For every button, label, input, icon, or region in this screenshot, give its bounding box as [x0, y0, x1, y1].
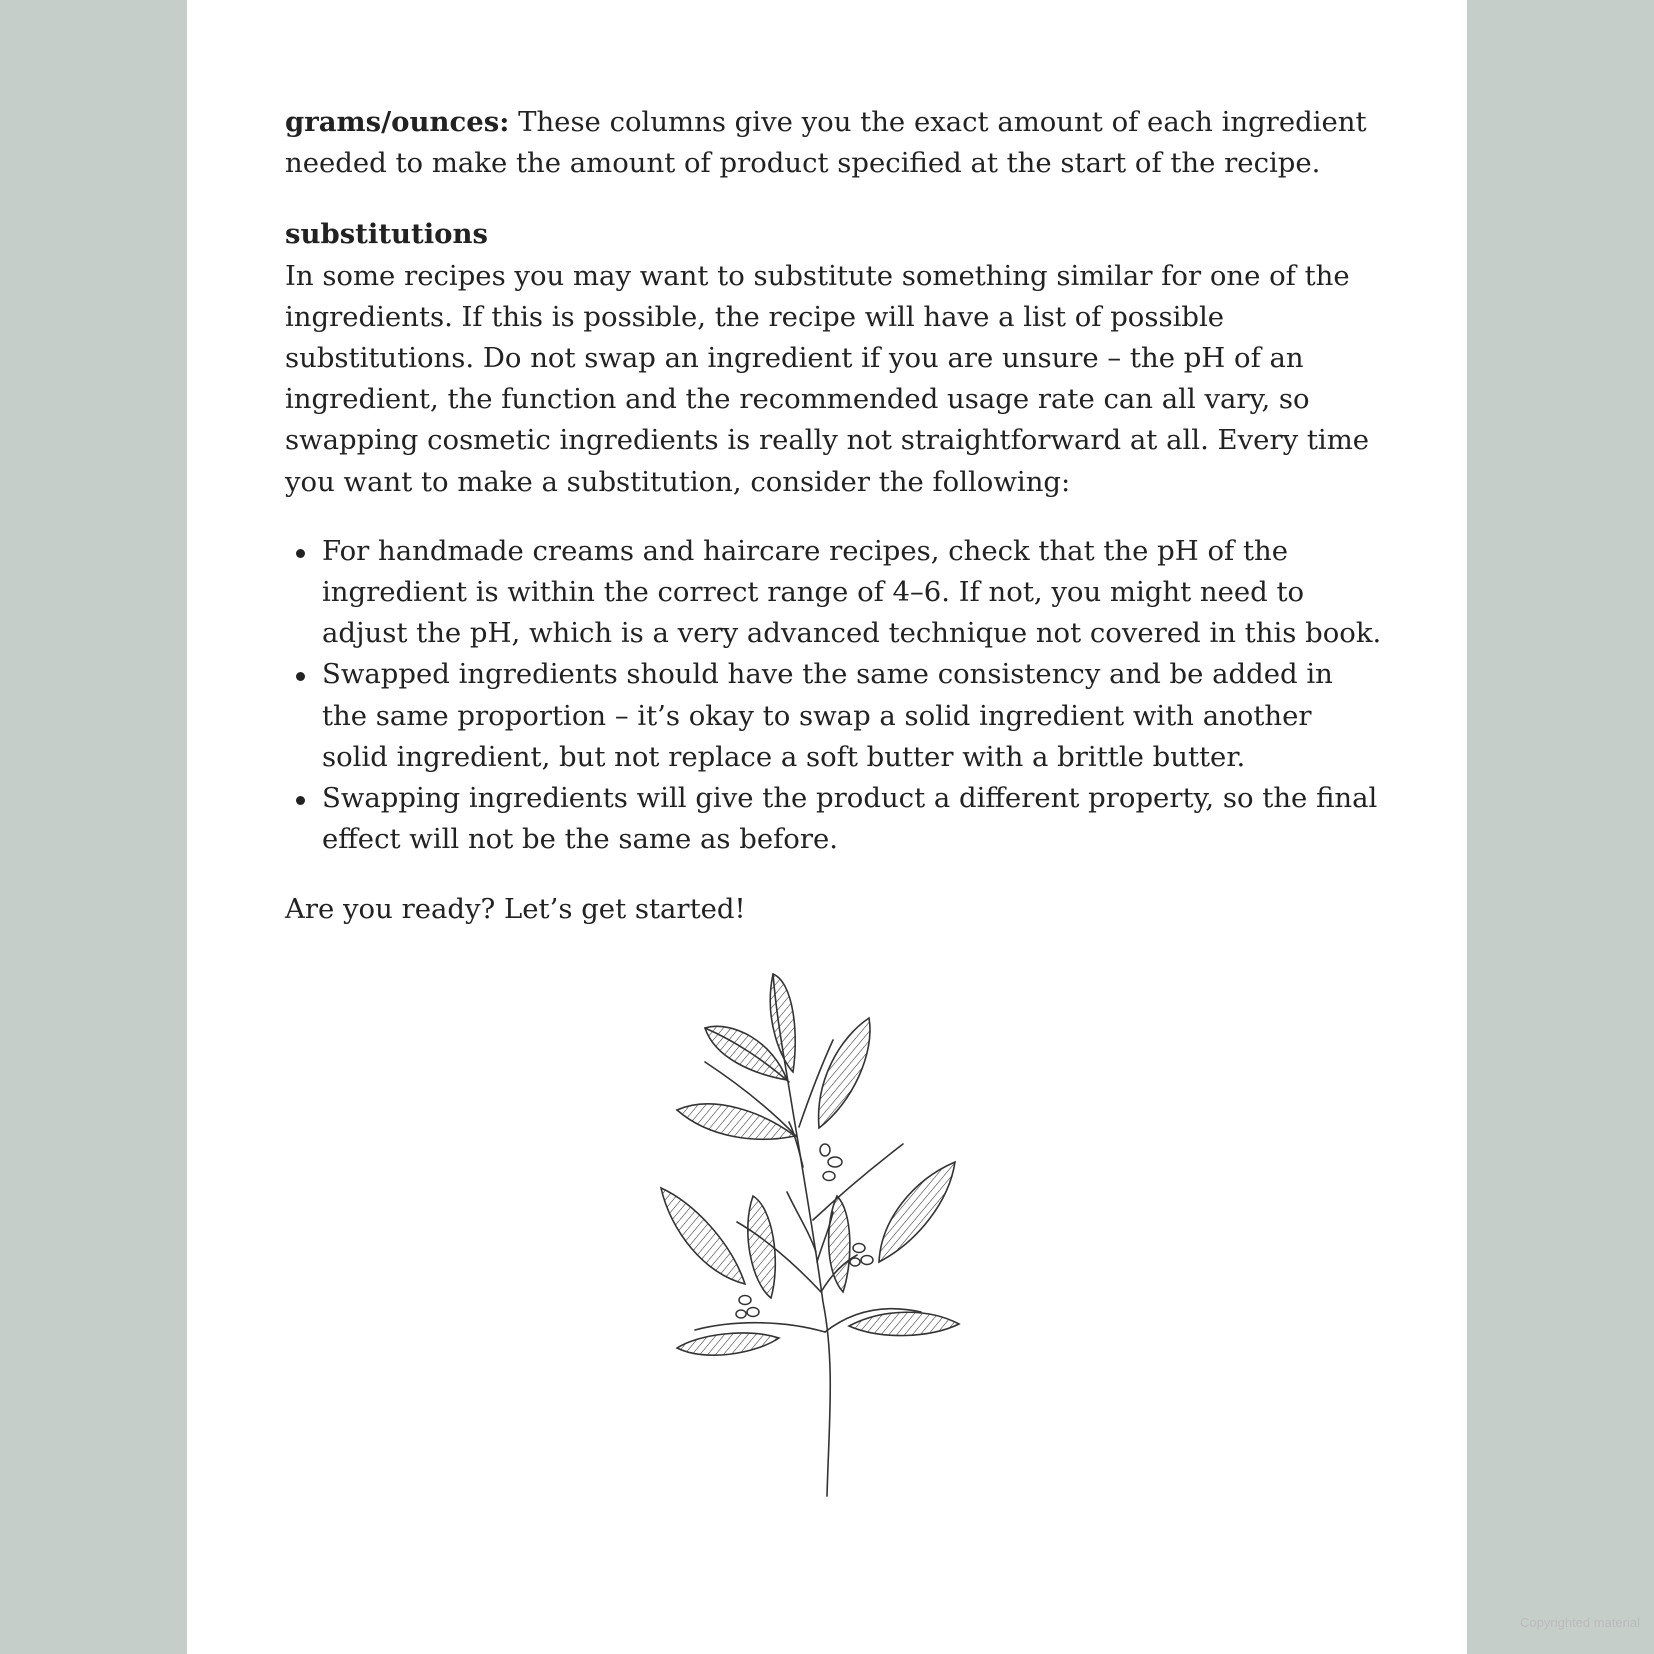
copyright-note: Copyrighted material: [1520, 1615, 1640, 1630]
substitutions-paragraph: In some recipes you may want to substitute something similar for one of the ingredients. If this is possible, the recipe will have a list of possible substitutions. Do not swap an ingredient if you are unsure – the pH of an ingredient, the function and the recommended usage rate can all vary, so swapping cosmetic ingredients is really not straightforward at all. Every time you want to make a substitution, consider the following:: [285, 259, 1370, 498]
botanical-leaf-illustration: [653, 962, 993, 1502]
book-page: [187, 0, 1467, 1654]
bullet-list: [285, 531, 1385, 861]
bullet-item: Swapped ingredients should have the same consistency and be added in the same proportion – it’s okay to swap a solid ingredient with another solid ingredient, but not replace a soft butter with a brittle butter.: [285, 654, 1385, 778]
intro-term: grams/ounces:: [285, 106, 510, 138]
section-heading: substitutions: [285, 218, 489, 251]
bullet-item: Swapping ingredients will give the product a different property, so the final effect will not be the same as before.: [285, 778, 1385, 860]
intro-text: These columns give you the exact amount of each ingredient needed to make the amount of product specified at the start of the recipe.: [285, 106, 1367, 180]
bullet-item: For handmade creams and haircare recipes, check that the pH of the ingredient is within the correct range of 4–6. If not, you might need to adjust the pH, which is a very advanced technique not covered in this book.: [285, 531, 1385, 655]
intro-paragraph: [285, 102, 1385, 184]
closing-line: Are you ready? Let’s get started!: [285, 893, 746, 926]
text-column: [285, 102, 1385, 931]
